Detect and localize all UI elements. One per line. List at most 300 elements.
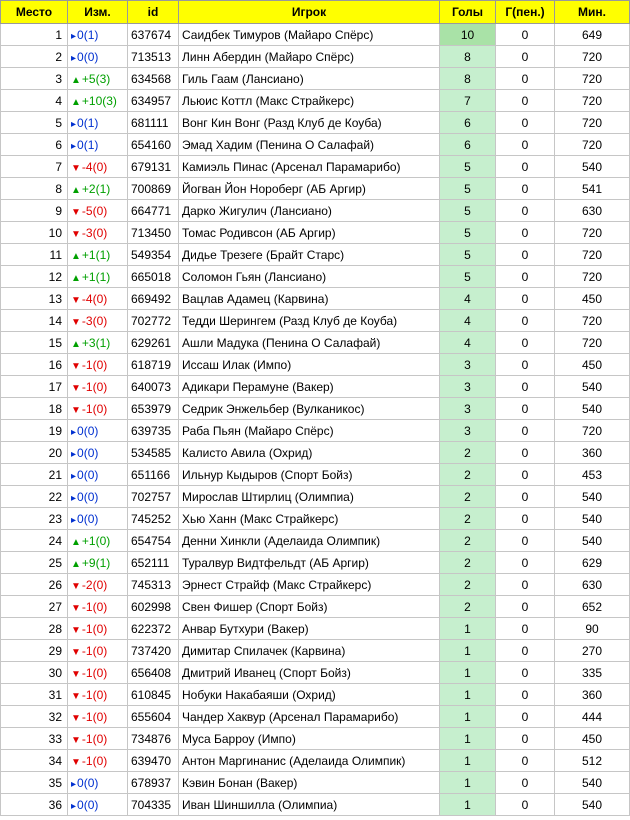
header-goals: Голы [440, 1, 496, 24]
pen-cell: 0 [496, 596, 555, 618]
pen-cell: 0 [496, 90, 555, 112]
change-value: -1(0) [81, 665, 108, 680]
goals-cell: 4 [440, 288, 496, 310]
change-value: 0(1) [77, 27, 99, 42]
pen-cell: 0 [496, 772, 555, 794]
id-cell: 713513 [128, 46, 179, 68]
pen-cell: 0 [496, 750, 555, 772]
change-cell [68, 464, 128, 486]
pen-cell: 0 [496, 706, 555, 728]
goals-cell: 1 [440, 728, 496, 750]
pen-cell: 0 [496, 728, 555, 750]
change-value: +2(1) [81, 181, 111, 196]
pen-cell: 0 [496, 288, 555, 310]
arrow-down-icon: ▼ [71, 690, 81, 702]
pen-cell: 0 [496, 68, 555, 90]
table-row [1, 90, 630, 112]
table-row [1, 398, 630, 420]
id-cell: 702772 [128, 310, 179, 332]
player-cell: Калисто Авила (Охрид) [179, 442, 440, 464]
rank-cell: 11 [1, 244, 68, 266]
arrow-up-icon: ▲ [71, 74, 81, 86]
id-cell: 702757 [128, 486, 179, 508]
header-row [1, 1, 630, 24]
min-cell: 720 [555, 112, 630, 134]
table-row [1, 794, 630, 816]
min-cell: 652 [555, 596, 630, 618]
table-row [1, 530, 630, 552]
table-row [1, 662, 630, 684]
change-value: +1(1) [81, 269, 111, 284]
change-value: 0(0) [77, 489, 99, 504]
rank-cell: 27 [1, 596, 68, 618]
goals-cell: 2 [440, 596, 496, 618]
player-cell: Эрнест Страйф (Макс Страйкерс) [179, 574, 440, 596]
arrow-down-icon: ▼ [71, 602, 81, 614]
table-row [1, 222, 630, 244]
arrow-down-icon: ▼ [71, 316, 81, 328]
table-row [1, 684, 630, 706]
player-cell: Иссаш Илак (Импо) [179, 354, 440, 376]
rank-cell: 7 [1, 156, 68, 178]
min-cell: 629 [555, 552, 630, 574]
change-cell [68, 200, 128, 222]
id-cell: 713450 [128, 222, 179, 244]
change-cell [68, 398, 128, 420]
table-row [1, 508, 630, 530]
arrow-right-icon: ▸ [71, 52, 77, 64]
change-value: -1(0) [81, 731, 108, 746]
min-cell: 453 [555, 464, 630, 486]
id-cell: 745313 [128, 574, 179, 596]
goals-cell: 3 [440, 398, 496, 420]
id-cell: 665018 [128, 266, 179, 288]
min-cell: 720 [555, 222, 630, 244]
table-row [1, 112, 630, 134]
change-value: 0(1) [77, 115, 99, 130]
change-value: -1(0) [81, 621, 108, 636]
arrow-right-icon: ▸ [71, 30, 77, 42]
id-cell: 639470 [128, 750, 179, 772]
arrow-right-icon: ▸ [71, 140, 77, 152]
change-value: -4(0) [81, 291, 108, 306]
change-cell [68, 376, 128, 398]
arrow-right-icon: ▸ [71, 492, 77, 504]
rank-cell: 3 [1, 68, 68, 90]
change-cell [68, 508, 128, 530]
change-value: -3(0) [81, 313, 108, 328]
goals-cell: 2 [440, 442, 496, 464]
arrow-down-icon: ▼ [71, 162, 81, 174]
change-value: -1(0) [81, 401, 108, 416]
player-cell: Муса Барроу (Импо) [179, 728, 440, 750]
rank-cell: 29 [1, 640, 68, 662]
arrow-up-icon: ▲ [71, 250, 81, 262]
player-cell: Хью Ханн (Макс Страйкерс) [179, 508, 440, 530]
goals-cell: 7 [440, 90, 496, 112]
table-row [1, 376, 630, 398]
rank-cell: 19 [1, 420, 68, 442]
table-row [1, 772, 630, 794]
id-cell: 651166 [128, 464, 179, 486]
player-cell: Льюис Коттл (Макс Страйкерс) [179, 90, 440, 112]
change-value: -1(0) [81, 753, 108, 768]
table-row [1, 332, 630, 354]
change-cell [68, 420, 128, 442]
arrow-right-icon: ▸ [71, 514, 77, 526]
min-cell: 335 [555, 662, 630, 684]
id-cell: 640073 [128, 376, 179, 398]
arrow-right-icon: ▸ [71, 118, 77, 130]
rank-cell: 33 [1, 728, 68, 750]
min-cell: 540 [555, 156, 630, 178]
pen-cell: 0 [496, 508, 555, 530]
goals-cell: 2 [440, 464, 496, 486]
id-cell: 745252 [128, 508, 179, 530]
min-cell: 649 [555, 24, 630, 46]
change-value: -1(0) [81, 687, 108, 702]
arrow-down-icon: ▼ [71, 404, 81, 416]
goals-cell: 5 [440, 266, 496, 288]
arrow-down-icon: ▼ [71, 360, 81, 372]
pen-cell: 0 [496, 178, 555, 200]
player-cell: Ильнур Кыдыров (Спорт Бойз) [179, 464, 440, 486]
goals-cell: 1 [440, 618, 496, 640]
change-value: -3(0) [81, 225, 108, 240]
rank-cell: 15 [1, 332, 68, 354]
change-cell [68, 68, 128, 90]
pen-cell: 0 [496, 486, 555, 508]
id-cell: 629261 [128, 332, 179, 354]
player-cell: Свен Фишер (Спорт Бойз) [179, 596, 440, 618]
min-cell: 450 [555, 288, 630, 310]
table-row [1, 200, 630, 222]
goals-cell: 6 [440, 112, 496, 134]
min-cell: 720 [555, 68, 630, 90]
change-value: 0(0) [77, 797, 99, 812]
min-cell: 720 [555, 266, 630, 288]
min-cell: 720 [555, 134, 630, 156]
header-change: Изм. [68, 1, 128, 24]
change-value: -2(0) [81, 577, 108, 592]
rank-cell: 24 [1, 530, 68, 552]
change-cell [68, 46, 128, 68]
table-row [1, 354, 630, 376]
change-cell [68, 178, 128, 200]
goals-cell: 3 [440, 376, 496, 398]
player-cell: Чандер Хаквур (Арсенал Парамарибо) [179, 706, 440, 728]
pen-cell: 0 [496, 574, 555, 596]
goals-cell: 1 [440, 640, 496, 662]
player-cell: Дидье Трезеге (Брайт Старс) [179, 244, 440, 266]
goals-cell: 8 [440, 46, 496, 68]
min-cell: 540 [555, 508, 630, 530]
change-cell [68, 332, 128, 354]
goals-cell: 5 [440, 200, 496, 222]
pen-cell: 0 [496, 46, 555, 68]
rank-cell: 22 [1, 486, 68, 508]
player-cell: Дарко Жигулич (Лансиано) [179, 200, 440, 222]
table-row [1, 574, 630, 596]
goals-cell: 3 [440, 420, 496, 442]
change-value: 0(0) [77, 511, 99, 526]
id-cell: 618719 [128, 354, 179, 376]
arrow-down-icon: ▼ [71, 734, 81, 746]
table-row [1, 728, 630, 750]
min-cell: 630 [555, 574, 630, 596]
goals-cell: 2 [440, 574, 496, 596]
pen-cell: 0 [496, 398, 555, 420]
min-cell: 720 [555, 310, 630, 332]
min-cell: 540 [555, 376, 630, 398]
table-row [1, 266, 630, 288]
change-cell [68, 530, 128, 552]
min-cell: 360 [555, 442, 630, 464]
change-value: +10(3) [81, 93, 117, 108]
rank-cell: 9 [1, 200, 68, 222]
table-row [1, 750, 630, 772]
id-cell: 656408 [128, 662, 179, 684]
rank-cell: 34 [1, 750, 68, 772]
arrow-down-icon: ▼ [71, 294, 81, 306]
min-cell: 450 [555, 354, 630, 376]
goals-cell: 3 [440, 354, 496, 376]
rank-cell: 8 [1, 178, 68, 200]
pen-cell: 0 [496, 244, 555, 266]
goals-cell: 1 [440, 706, 496, 728]
arrow-up-icon: ▲ [71, 96, 81, 108]
pen-cell: 0 [496, 222, 555, 244]
pen-cell: 0 [496, 332, 555, 354]
change-cell [68, 112, 128, 134]
change-cell [68, 156, 128, 178]
rank-cell: 10 [1, 222, 68, 244]
table-row [1, 640, 630, 662]
player-cell: Анвар Бутхури (Вакер) [179, 618, 440, 640]
min-cell: 720 [555, 332, 630, 354]
change-cell [68, 244, 128, 266]
table-row [1, 46, 630, 68]
change-cell [68, 134, 128, 156]
id-cell: 602998 [128, 596, 179, 618]
player-cell: Саидбек Тимуров (Майаро Спёрс) [179, 24, 440, 46]
rank-cell: 28 [1, 618, 68, 640]
player-cell: Вонг Кин Вонг (Разд Клуб де Коуба) [179, 112, 440, 134]
pen-cell: 0 [496, 464, 555, 486]
arrow-up-icon: ▲ [71, 184, 81, 196]
rank-cell: 32 [1, 706, 68, 728]
goals-cell: 1 [440, 662, 496, 684]
rank-cell: 30 [1, 662, 68, 684]
player-cell: Дмитрий Иванец (Спорт Бойз) [179, 662, 440, 684]
min-cell: 90 [555, 618, 630, 640]
change-value: -5(0) [81, 203, 108, 218]
player-cell: Камиэль Пинас (Арсенал Парамарибо) [179, 156, 440, 178]
id-cell: 669492 [128, 288, 179, 310]
player-cell: Раба Пьян (Майаро Спёрс) [179, 420, 440, 442]
change-cell [68, 486, 128, 508]
player-cell: Антон Маргинанис (Аделаида Олимпик) [179, 750, 440, 772]
min-cell: 630 [555, 200, 630, 222]
table-row [1, 178, 630, 200]
rank-cell: 23 [1, 508, 68, 530]
player-cell: Линн Абердин (Майаро Спёрс) [179, 46, 440, 68]
min-cell: 444 [555, 706, 630, 728]
arrow-down-icon: ▼ [71, 206, 81, 218]
pen-cell: 0 [496, 134, 555, 156]
change-value: +9(1) [81, 555, 111, 570]
id-cell: 737420 [128, 640, 179, 662]
change-cell [68, 90, 128, 112]
id-cell: 704335 [128, 794, 179, 816]
pen-cell: 0 [496, 442, 555, 464]
rank-cell: 6 [1, 134, 68, 156]
arrow-up-icon: ▲ [71, 558, 81, 570]
table-row [1, 288, 630, 310]
change-value: 0(0) [77, 445, 99, 460]
change-value: -1(0) [81, 599, 108, 614]
min-cell: 540 [555, 486, 630, 508]
arrow-down-icon: ▼ [71, 382, 81, 394]
goals-cell: 4 [440, 332, 496, 354]
pen-cell: 0 [496, 684, 555, 706]
goals-cell: 2 [440, 552, 496, 574]
id-cell: 637674 [128, 24, 179, 46]
change-value: +1(1) [81, 247, 111, 262]
table-row [1, 442, 630, 464]
change-cell [68, 310, 128, 332]
id-cell: 700869 [128, 178, 179, 200]
change-value: 0(0) [77, 423, 99, 438]
min-cell: 270 [555, 640, 630, 662]
min-cell: 540 [555, 794, 630, 816]
rank-cell: 36 [1, 794, 68, 816]
goals-cell: 1 [440, 750, 496, 772]
player-cell: Туралвур Видтфельдт (АБ Аргир) [179, 552, 440, 574]
change-value: -1(0) [81, 357, 108, 372]
table-row [1, 618, 630, 640]
id-cell: 681111 [128, 112, 179, 134]
arrow-down-icon: ▼ [71, 712, 81, 724]
pen-cell: 0 [496, 640, 555, 662]
change-cell [68, 640, 128, 662]
rank-cell: 5 [1, 112, 68, 134]
arrow-up-icon: ▲ [71, 536, 81, 548]
goals-cell: 5 [440, 156, 496, 178]
pen-cell: 0 [496, 530, 555, 552]
player-cell: Димитар Спилачек (Карвина) [179, 640, 440, 662]
id-cell: 654160 [128, 134, 179, 156]
player-cell: Томас Родивсон (АБ Аргир) [179, 222, 440, 244]
rank-cell: 2 [1, 46, 68, 68]
change-value: 0(0) [77, 775, 99, 790]
rank-cell: 13 [1, 288, 68, 310]
min-cell: 512 [555, 750, 630, 772]
player-cell: Денни Хинкли (Аделаида Олимпик) [179, 530, 440, 552]
change-cell [68, 728, 128, 750]
id-cell: 634957 [128, 90, 179, 112]
change-cell [68, 288, 128, 310]
arrow-down-icon: ▼ [71, 756, 81, 768]
goals-cell: 1 [440, 794, 496, 816]
pen-cell: 0 [496, 618, 555, 640]
pen-cell: 0 [496, 310, 555, 332]
change-cell [68, 222, 128, 244]
goals-cell: 5 [440, 244, 496, 266]
player-cell: Эмад Хадим (Пенина О Салафай) [179, 134, 440, 156]
pen-cell: 0 [496, 24, 555, 46]
rank-cell: 26 [1, 574, 68, 596]
change-cell [68, 24, 128, 46]
id-cell: 652111 [128, 552, 179, 574]
table-row [1, 552, 630, 574]
arrow-down-icon: ▼ [71, 228, 81, 240]
min-cell: 360 [555, 684, 630, 706]
table-row [1, 134, 630, 156]
change-value: +5(3) [81, 71, 111, 86]
change-cell [68, 596, 128, 618]
min-cell: 720 [555, 420, 630, 442]
pen-cell: 0 [496, 794, 555, 816]
rank-cell: 21 [1, 464, 68, 486]
change-value: -1(0) [81, 643, 108, 658]
min-cell: 720 [555, 244, 630, 266]
change-cell [68, 442, 128, 464]
header-player: Игрок [179, 1, 440, 24]
player-cell: Иван Шиншилла (Олимпиа) [179, 794, 440, 816]
change-value: -1(0) [81, 379, 108, 394]
min-cell: 540 [555, 772, 630, 794]
min-cell: 450 [555, 728, 630, 750]
change-cell [68, 354, 128, 376]
pen-cell: 0 [496, 552, 555, 574]
player-cell: Седрик Энжельбер (Вулканикос) [179, 398, 440, 420]
rank-cell: 25 [1, 552, 68, 574]
player-cell: Нобуки Накабаяши (Охрид) [179, 684, 440, 706]
arrow-up-icon: ▲ [71, 338, 81, 350]
id-cell: 654754 [128, 530, 179, 552]
change-cell [68, 684, 128, 706]
player-cell: Соломон Гьян (Лансиано) [179, 266, 440, 288]
player-cell: Мирослав Штирлиц (Олимпиа) [179, 486, 440, 508]
min-cell: 720 [555, 90, 630, 112]
goals-cell: 2 [440, 486, 496, 508]
table-row [1, 464, 630, 486]
goals-cell: 2 [440, 530, 496, 552]
header-rank: Место [1, 1, 68, 24]
change-cell [68, 552, 128, 574]
table-row [1, 310, 630, 332]
pen-cell: 0 [496, 200, 555, 222]
header-pen: Г(пен.) [496, 1, 555, 24]
pen-cell: 0 [496, 420, 555, 442]
goals-cell: 5 [440, 178, 496, 200]
goals-cell: 4 [440, 310, 496, 332]
arrow-right-icon: ▸ [71, 470, 77, 482]
id-cell: 679131 [128, 156, 179, 178]
goals-cell: 2 [440, 508, 496, 530]
goals-cell: 8 [440, 68, 496, 90]
change-cell [68, 574, 128, 596]
arrow-right-icon: ▸ [71, 800, 77, 812]
change-cell [68, 706, 128, 728]
player-cell: Ашли Мадука (Пенина О Салафай) [179, 332, 440, 354]
change-value: +3(1) [81, 335, 111, 350]
table-row [1, 24, 630, 46]
change-cell [68, 750, 128, 772]
arrow-up-icon: ▲ [71, 272, 81, 284]
rank-cell: 35 [1, 772, 68, 794]
